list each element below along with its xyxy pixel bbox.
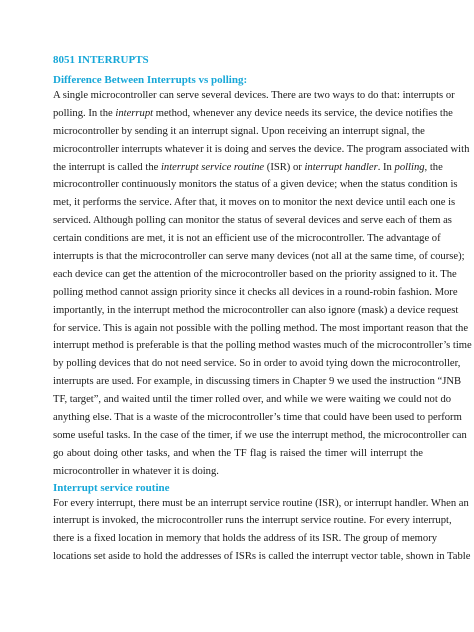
document-page (53, 53, 472, 566)
text-segment: for service. This is again not possible with the polling method. The most important reason that the (53, 322, 469, 334)
text-line (53, 373, 462, 391)
text-segment: microcontroller continuously monitors the status of a given device; when the status condition is (53, 179, 458, 191)
text-segment: (ISR) or (264, 161, 305, 173)
text-segment: microcontroller interrupts whatever it is doing and serves the device. The program associated with (53, 143, 470, 155)
text-line (53, 176, 458, 194)
text-line (53, 248, 465, 266)
text-segment: For every interrupt, there must be an interrupt service routine (ISR), or interrupt handler. When an (53, 497, 469, 509)
text-segment: TF, target”, and waited until the timer rolled over, and while we were waiting we could not do (53, 394, 452, 406)
text-segment: by polling devices that do not need service. So in order to avoid tying down the microcontroller, (53, 358, 461, 370)
italic-term: interrupt service routine (160, 161, 265, 173)
text-line (53, 266, 457, 284)
text-segment: there is a fixed location in memory that holds the address of its ISR. The group of memory (53, 533, 438, 545)
section-heading-interrupts-vs-polling: Difference Between Interrupts vs polling: (53, 74, 248, 86)
text-segment: locations set aside to hold the addresses of ISRs is called the interrupt vector table, shown in Table (53, 551, 471, 563)
text-segment: certain conditions are met, it is not an efficient use of the microcontroller. The advantage of (53, 233, 441, 245)
text-line (53, 495, 469, 513)
text-segment: , the (424, 161, 443, 173)
italic-term: polling (394, 161, 425, 173)
text-segment: microcontroller by sending it an interrupt signal. Upon receiving an interrupt signal, the (53, 125, 425, 137)
text-line (53, 427, 467, 445)
text-line (53, 320, 469, 338)
text-line (53, 530, 438, 548)
text-line (53, 212, 452, 230)
text-segment: met, it performs the service. After that, it moves on to monitor the next device until each one is (53, 197, 456, 209)
text-line (53, 355, 461, 373)
text-line (53, 512, 452, 530)
text-segment: interrupt method is preferable is that the polling method wastes much of the microcontroller’s time (53, 340, 472, 352)
paragraph-isr (53, 495, 471, 567)
paragraph-interrupts-vs-polling (53, 87, 472, 481)
italic-term: interrupt (115, 107, 154, 119)
text-segment: method, whenever any device needs its service, the device notifies the (153, 107, 453, 119)
page-title: 8051 INTERRUPTS (53, 54, 149, 66)
text-segment: interrupts are used. For example, in discussing timers in Chapter 9 we used the instruction “JNB (53, 376, 462, 388)
text-line (53, 123, 423, 141)
text-segment: go about doing other tasks, and when the TF flag is raised the timer will interrupt the (53, 447, 423, 459)
text-segment: interrupt is invoked, the microcontroller runs the interrupt service routine. For every interrupt, (53, 515, 452, 527)
text-line (53, 302, 459, 320)
text-line (53, 445, 423, 463)
text-segment: importantly, in the interrupt method the microcontroller can also ignore (mask) a device request (53, 304, 459, 316)
text-segment: . In (377, 161, 395, 173)
text-segment: serviced. Although polling can monitor the status of several devices and serve each of them as (53, 215, 452, 227)
text-line (53, 87, 455, 105)
text-segment: polling. In the (53, 107, 116, 119)
text-segment: anything else. That is a waste of the microcontroller’s time that could have been used to perform (53, 412, 462, 424)
text-line (53, 284, 458, 302)
text-segment: polling method cannot assign priority since it checks all devices in a round-robin fashion. More (53, 286, 458, 298)
text-line (53, 548, 471, 566)
text-segment: some useful tasks. In the case of the timer, if we use the interrupt method, the microcontroller can (53, 429, 467, 441)
text-line (53, 409, 462, 427)
italic-term: interrupt handler (304, 161, 378, 173)
text-line (53, 463, 423, 481)
text-line (53, 391, 452, 409)
text-line (53, 337, 472, 355)
text-segment: A single microcontroller can serve several devices. There are two ways to do that: interrupts or (53, 90, 455, 101)
text-segment: each device can get the attention of the microcontroller based on the priority assigned to it. The (53, 268, 457, 280)
text-line (53, 194, 456, 212)
text-line (53, 230, 441, 248)
text-line (53, 105, 453, 123)
section-heading-isr: Interrupt service routine (53, 481, 170, 494)
text-line (53, 141, 470, 159)
text-line (53, 159, 443, 177)
text-segment: microcontroller in whatever it is doing. (53, 465, 219, 477)
text-segment: interrupts is that the microcontroller can serve many devices (not all at the same time, of course); (53, 251, 465, 263)
text-segment: the interrupt is called the (53, 161, 161, 173)
